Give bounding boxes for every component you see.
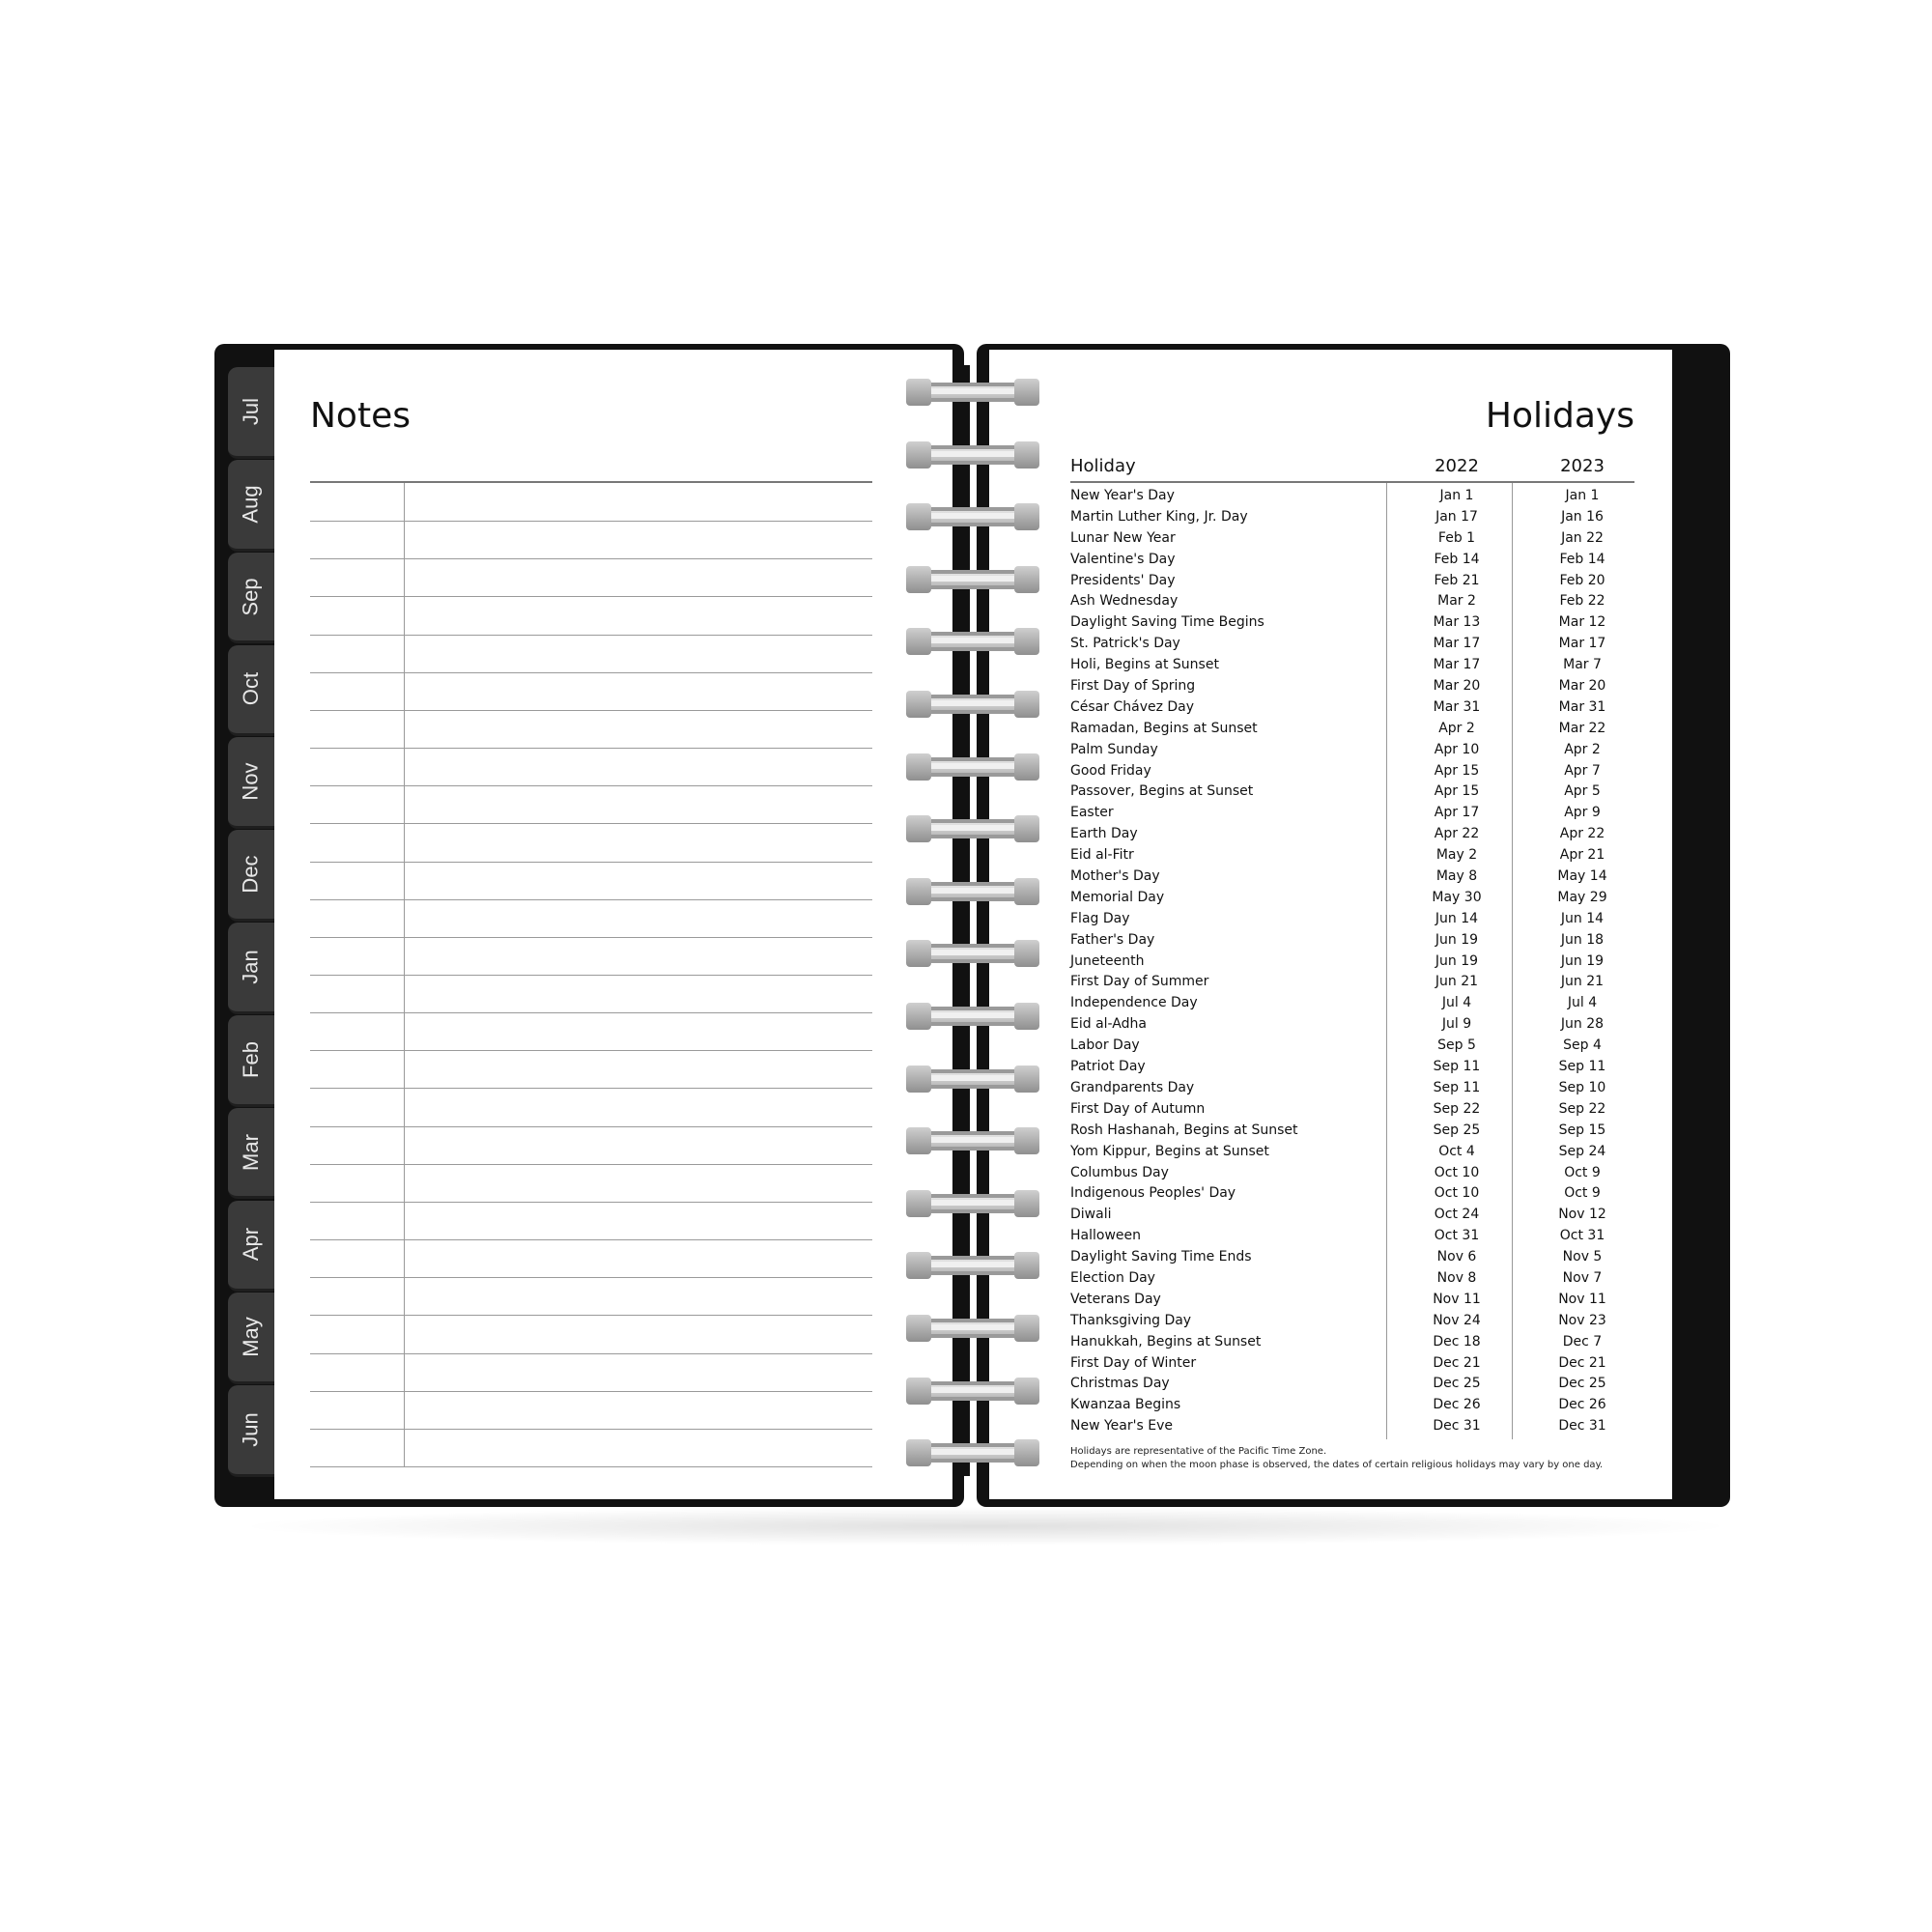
- holiday-name: Juneteenth: [1070, 952, 1145, 969]
- holiday-name: Rosh Hashanah, Begins at Sunset: [1070, 1122, 1298, 1138]
- notes-line: [310, 1466, 872, 1467]
- month-tab-mar[interactable]: [228, 1108, 274, 1200]
- holiday-date-2022: Jan 1: [1439, 488, 1474, 503]
- holiday-date-2022: Sep 11: [1433, 1079, 1481, 1095]
- holiday-date-2022: Sep 25: [1433, 1122, 1481, 1138]
- holiday-date-2022: Jun 14: [1435, 910, 1479, 926]
- holiday-date-2022: May 8: [1435, 868, 1478, 885]
- holiday-name: Christmas Day: [1070, 1376, 1170, 1392]
- spiral-ring: [906, 379, 1039, 408]
- notes-line: [310, 1277, 872, 1278]
- holiday-row: [1070, 1099, 1634, 1121]
- holiday-date-2023: Nov 11: [1558, 1291, 1606, 1307]
- holiday-date-2023: Feb 22: [1559, 593, 1605, 610]
- holiday-date-2022: Mar 13: [1433, 614, 1481, 631]
- holidays-header-rule: [1070, 481, 1634, 483]
- holiday-row: [1070, 888, 1634, 909]
- spiral-ring: [906, 691, 1039, 720]
- holiday-date-2022: Dec 26: [1433, 1397, 1481, 1413]
- spiral-ring: [906, 628, 1039, 657]
- holiday-date-2023: Jun 18: [1560, 931, 1605, 948]
- holiday-date-2023: May 14: [1557, 868, 1607, 885]
- holiday-name: Halloween: [1070, 1228, 1142, 1244]
- notes-line: [310, 1012, 872, 1013]
- spiral-ring: [906, 1315, 1039, 1344]
- holiday-name: Lunar New Year: [1070, 529, 1176, 546]
- holiday-name: New Year's Eve: [1070, 1418, 1173, 1435]
- holiday-row: [1070, 1036, 1634, 1057]
- notes-line: [310, 785, 872, 786]
- holiday-date-2023: Nov 5: [1562, 1249, 1603, 1265]
- holidays-footnote: [1070, 1445, 1650, 1472]
- holiday-date-2022: Nov 11: [1433, 1291, 1481, 1307]
- holiday-date-2022: Sep 5: [1437, 1037, 1476, 1054]
- notes-line: [310, 672, 872, 673]
- holiday-name: Valentine's Day: [1070, 551, 1176, 567]
- header-holiday: Holiday: [1070, 456, 1136, 476]
- holiday-date-2023: Mar 20: [1558, 678, 1606, 695]
- holiday-date-2023: Sep 22: [1558, 1100, 1606, 1117]
- holiday-date-2022: Dec 18: [1433, 1333, 1481, 1350]
- holiday-name: Passover, Begins at Sunset: [1070, 783, 1254, 800]
- holiday-date-2022: Apr 15: [1434, 762, 1480, 779]
- holiday-row: [1070, 845, 1634, 867]
- spiral-ring: [906, 1003, 1039, 1032]
- holiday-date-2022: Oct 4: [1438, 1143, 1475, 1159]
- holiday-date-2023: Jul 4: [1567, 995, 1598, 1011]
- holiday-date-2022: Apr 17: [1434, 805, 1480, 821]
- holiday-date-2023: Apr 21: [1559, 847, 1605, 864]
- holiday-row: [1070, 867, 1634, 888]
- holiday-row: [1070, 993, 1634, 1014]
- holiday-name: Palm Sunday: [1070, 741, 1158, 757]
- notes-line: [310, 1391, 872, 1392]
- holiday-date-2022: Mar 17: [1433, 636, 1481, 652]
- holiday-date-2023: Mar 7: [1563, 657, 1602, 673]
- spiral-ring: [906, 1439, 1039, 1468]
- holiday-row: [1070, 1268, 1634, 1290]
- holiday-row: [1070, 591, 1634, 612]
- holiday-name: Hanukkah, Begins at Sunset: [1070, 1333, 1262, 1350]
- holiday-date-2023: Dec 21: [1558, 1354, 1606, 1371]
- holiday-name: César Chávez Day: [1070, 698, 1195, 715]
- month-tabs: [228, 367, 276, 1478]
- holiday-date-2023: Sep 15: [1558, 1122, 1606, 1138]
- month-tab-label: Dec: [239, 855, 263, 894]
- holiday-date-2022: Apr 10: [1434, 741, 1480, 757]
- month-tab-label: Oct: [238, 672, 263, 706]
- holiday-date-2023: Nov 12: [1558, 1207, 1606, 1223]
- holiday-date-2023: Dec 25: [1558, 1376, 1606, 1392]
- holiday-name: Columbus Day: [1070, 1164, 1169, 1180]
- holiday-date-2022: Jul 4: [1441, 995, 1472, 1011]
- holiday-row: [1070, 528, 1634, 550]
- holiday-row: [1070, 1332, 1634, 1353]
- notes-line: [310, 862, 872, 863]
- holiday-date-2022: Sep 11: [1433, 1059, 1481, 1075]
- holiday-date-2023: Mar 22: [1558, 720, 1606, 736]
- holiday-date-2023: Sep 4: [1563, 1037, 1602, 1054]
- holiday-row: [1070, 719, 1634, 740]
- holiday-name: Ramadan, Begins at Sunset: [1070, 720, 1258, 736]
- holiday-date-2022: Apr 15: [1434, 783, 1480, 800]
- header-year-2022: 2022: [1435, 456, 1479, 476]
- holiday-row: [1070, 634, 1634, 655]
- month-tab-label: May: [239, 1317, 263, 1358]
- month-tab-sep[interactable]: [228, 553, 274, 644]
- holiday-date-2022: May 30: [1432, 889, 1482, 905]
- holidays-title: Holidays: [1485, 396, 1634, 436]
- notes-lines[interactable]: [310, 483, 872, 1468]
- month-tab-aug[interactable]: [228, 460, 274, 552]
- holiday-name: Martin Luther King, Jr. Day: [1070, 508, 1248, 525]
- holiday-date-2022: Mar 2: [1437, 593, 1476, 610]
- holiday-date-2023: Jun 28: [1560, 1016, 1605, 1033]
- notes-line: [310, 1088, 872, 1089]
- holiday-name: New Year's Day: [1070, 488, 1175, 503]
- holiday-date-2022: Oct 24: [1434, 1207, 1480, 1223]
- holiday-name: First Day of Autumn: [1070, 1100, 1206, 1117]
- holiday-date-2022: Jun 19: [1435, 952, 1479, 969]
- month-tab-label: Jan: [238, 950, 263, 984]
- notes-line: [310, 899, 872, 900]
- spiral-ring: [906, 1065, 1039, 1094]
- notes-line: [310, 937, 872, 938]
- holiday-date-2022: Dec 31: [1433, 1418, 1481, 1435]
- holiday-date-2022: Mar 17: [1433, 657, 1481, 673]
- holiday-date-2022: Dec 25: [1433, 1376, 1481, 1392]
- holiday-date-2023: Apr 5: [1564, 783, 1601, 800]
- holiday-date-2023: Jan 1: [1565, 488, 1600, 503]
- holiday-name: Kwanzaa Begins: [1070, 1397, 1181, 1413]
- holiday-row: [1070, 1205, 1634, 1226]
- notes-line: [310, 1239, 872, 1240]
- holiday-date-2022: Feb 1: [1437, 529, 1476, 546]
- holiday-row: [1070, 676, 1634, 697]
- holiday-date-2022: Apr 22: [1434, 826, 1480, 842]
- notes-line: [310, 521, 872, 522]
- holidays-table: [1070, 486, 1634, 1437]
- month-tab-label: Sep: [239, 577, 263, 616]
- spiral-ring: [906, 1252, 1039, 1281]
- holidays-table-header: [1070, 454, 1634, 481]
- spiral-ring: [906, 566, 1039, 595]
- holiday-name: Daylight Saving Time Ends: [1070, 1249, 1252, 1265]
- holiday-date-2023: Dec 7: [1562, 1333, 1603, 1350]
- spiral-ring: [906, 503, 1039, 532]
- holiday-name: Election Day: [1070, 1269, 1155, 1286]
- holiday-name: Diwali: [1070, 1207, 1112, 1223]
- holiday-date-2023: Mar 17: [1558, 636, 1606, 652]
- holiday-name: Good Friday: [1070, 762, 1151, 779]
- holiday-row: [1070, 909, 1634, 930]
- holiday-row: [1070, 697, 1634, 719]
- holiday-row: [1070, 1142, 1634, 1163]
- notes-line: [310, 1429, 872, 1430]
- holiday-name: Memorial Day: [1070, 889, 1165, 905]
- holiday-row: [1070, 612, 1634, 634]
- holiday-name: Thanksgiving Day: [1070, 1312, 1192, 1328]
- holiday-date-2023: Sep 10: [1558, 1079, 1606, 1095]
- month-tab-label: Jun: [238, 1412, 263, 1447]
- month-tab-jul[interactable]: [228, 367, 274, 459]
- notes-line: [310, 596, 872, 597]
- holiday-date-2022: Oct 10: [1434, 1164, 1480, 1180]
- holiday-name: Father's Day: [1070, 931, 1155, 948]
- holiday-row: [1070, 1374, 1634, 1395]
- spiral-ring: [906, 1127, 1039, 1156]
- notes-line: [310, 710, 872, 711]
- holiday-row: [1070, 507, 1634, 528]
- holiday-date-2023: Jan 22: [1561, 529, 1604, 546]
- holiday-date-2023: Dec 31: [1558, 1418, 1606, 1435]
- holiday-date-2023: Apr 22: [1559, 826, 1605, 842]
- holiday-date-2023: Apr 7: [1564, 762, 1601, 779]
- month-tab-label: Feb: [238, 1040, 263, 1078]
- spiral-ring: [906, 1190, 1039, 1219]
- holiday-name: First Day of Spring: [1070, 678, 1196, 695]
- holiday-name: St. Patrick's Day: [1070, 636, 1180, 652]
- holiday-row: [1070, 1311, 1634, 1332]
- holiday-date-2022: May 2: [1435, 847, 1478, 864]
- holiday-date-2022: Nov 6: [1436, 1249, 1477, 1265]
- holiday-date-2022: Jan 17: [1435, 508, 1478, 525]
- holiday-row: [1070, 952, 1634, 973]
- notes-line: [310, 1202, 872, 1203]
- holiday-date-2023: Jun 14: [1560, 910, 1605, 926]
- holiday-name: Daylight Saving Time Begins: [1070, 614, 1264, 631]
- holiday-date-2023: Oct 9: [1564, 1164, 1601, 1180]
- holiday-row: [1070, 1247, 1634, 1268]
- holiday-date-2023: Oct 31: [1559, 1228, 1605, 1244]
- holiday-date-2022: Mar 20: [1433, 678, 1481, 695]
- month-tab-jan[interactable]: [228, 923, 274, 1014]
- spiral-ring: [906, 878, 1039, 907]
- holiday-date-2023: Jun 19: [1560, 952, 1605, 969]
- holiday-date-2022: Oct 10: [1434, 1185, 1480, 1202]
- holiday-name: Patriot Day: [1070, 1059, 1146, 1075]
- holiday-date-2023: Apr 9: [1564, 805, 1601, 821]
- holiday-row: [1070, 1290, 1634, 1311]
- holiday-date-2023: Mar 12: [1558, 614, 1606, 631]
- header-year-2023: 2023: [1560, 456, 1605, 476]
- holiday-name: Yom Kippur, Begins at Sunset: [1070, 1143, 1269, 1159]
- holiday-date-2023: Jun 21: [1560, 974, 1605, 990]
- holiday-name: Veterans Day: [1070, 1291, 1161, 1307]
- footnote-line: Holidays are representative of the Pacific Time Zone.: [1070, 1446, 1327, 1457]
- holiday-row: [1070, 781, 1634, 803]
- notes-line: [310, 1050, 872, 1051]
- holiday-name: Flag Day: [1070, 910, 1130, 926]
- notes-line: [310, 748, 872, 749]
- holiday-name: Labor Day: [1070, 1037, 1140, 1054]
- footnote-line: Depending on when the moon phase is observed, the dates of certain religious holidays may vary by one day.: [1070, 1460, 1604, 1470]
- holiday-name: Earth Day: [1070, 826, 1138, 842]
- holiday-name: Independence Day: [1070, 995, 1198, 1011]
- holiday-row: [1070, 1353, 1634, 1375]
- holiday-date-2023: Oct 9: [1564, 1185, 1601, 1202]
- holiday-row: [1070, 761, 1634, 782]
- holiday-date-2023: Jan 16: [1561, 508, 1604, 525]
- month-tab-may[interactable]: [228, 1293, 274, 1384]
- month-tab-label: Jul: [239, 397, 263, 425]
- holiday-row: [1070, 486, 1634, 507]
- month-tab-label: Mar: [238, 1133, 263, 1171]
- spiral-ring: [906, 1378, 1039, 1406]
- holiday-row: [1070, 1395, 1634, 1416]
- spiral-ring: [906, 753, 1039, 782]
- holiday-name: Ash Wednesday: [1070, 593, 1179, 610]
- notes-line: [310, 823, 872, 824]
- holiday-date-2022: Jun 21: [1435, 974, 1479, 990]
- holiday-name: Indigenous Peoples' Day: [1070, 1185, 1236, 1202]
- notes-margin-line: [404, 483, 405, 1466]
- holiday-row: [1070, 1416, 1634, 1437]
- holiday-name: Easter: [1070, 805, 1114, 821]
- spiral-ring: [906, 441, 1039, 470]
- holiday-date-2022: Feb 14: [1434, 551, 1480, 567]
- month-tab-jun[interactable]: [228, 1385, 274, 1477]
- holiday-date-2023: Feb 14: [1559, 551, 1605, 567]
- month-tab-label: Apr: [239, 1228, 263, 1262]
- holiday-date-2023: Nov 7: [1562, 1269, 1603, 1286]
- notes-title: Notes: [310, 396, 411, 436]
- holiday-row: [1070, 571, 1634, 592]
- month-tab-oct[interactable]: [228, 645, 274, 737]
- holiday-row: [1070, 972, 1634, 993]
- holiday-date-2023: Dec 26: [1558, 1397, 1606, 1413]
- holiday-name: First Day of Summer: [1070, 974, 1209, 990]
- holiday-date-2023: Feb 20: [1559, 572, 1605, 588]
- month-tab-feb[interactable]: [228, 1015, 274, 1107]
- holiday-row: [1070, 1121, 1634, 1142]
- holiday-row: [1070, 1226, 1634, 1247]
- holiday-date-2022: Jul 9: [1441, 1016, 1472, 1033]
- month-tab-label: Aug: [239, 485, 263, 524]
- spiral-ring: [906, 940, 1039, 969]
- holiday-date-2022: Mar 31: [1433, 698, 1481, 715]
- spiral-binding: [906, 379, 1041, 1470]
- holiday-date-2022: Nov 8: [1436, 1269, 1477, 1286]
- holiday-name: Eid al-Fitr: [1070, 847, 1134, 864]
- holiday-name: Presidents' Day: [1070, 572, 1176, 588]
- notes-line: [310, 1164, 872, 1165]
- holiday-row: [1070, 1163, 1634, 1184]
- holiday-row: [1070, 550, 1634, 571]
- notes-line: [310, 558, 872, 559]
- planner-shadow: [232, 1507, 1739, 1546]
- holiday-name: Eid al-Adha: [1070, 1016, 1147, 1033]
- holiday-row: [1070, 1014, 1634, 1036]
- month-tab-label: Nov: [239, 762, 263, 801]
- holiday-date-2023: Mar 31: [1558, 698, 1606, 715]
- holiday-row: [1070, 1078, 1634, 1099]
- month-tab-dec[interactable]: [228, 830, 274, 922]
- holiday-date-2023: May 29: [1557, 889, 1607, 905]
- holiday-date-2023: Sep 24: [1558, 1143, 1606, 1159]
- month-tab-nov[interactable]: [228, 737, 274, 829]
- holiday-date-2022: Feb 21: [1434, 572, 1480, 588]
- holiday-name: First Day of Winter: [1070, 1354, 1197, 1371]
- holiday-name: Holi, Begins at Sunset: [1070, 657, 1219, 673]
- holiday-date-2022: Dec 21: [1433, 1354, 1481, 1371]
- holiday-name: Mother's Day: [1070, 868, 1160, 885]
- holiday-name: Grandparents Day: [1070, 1079, 1195, 1095]
- holiday-row: [1070, 930, 1634, 952]
- month-tab-apr[interactable]: [228, 1201, 274, 1293]
- holiday-date-2022: Jun 19: [1435, 931, 1479, 948]
- holiday-date-2023: Apr 2: [1564, 741, 1601, 757]
- holiday-date-2022: Nov 24: [1433, 1312, 1481, 1328]
- holiday-date-2022: Apr 2: [1438, 720, 1475, 736]
- notes-line: [310, 635, 872, 636]
- notes-line: [310, 1126, 872, 1127]
- holiday-row: [1070, 803, 1634, 824]
- holiday-date-2022: Sep 22: [1433, 1100, 1481, 1117]
- holiday-date-2022: Oct 31: [1434, 1228, 1480, 1244]
- holiday-row: [1070, 740, 1634, 761]
- holiday-row: [1070, 1183, 1634, 1205]
- holiday-row: [1070, 1057, 1634, 1078]
- notes-line: [310, 1315, 872, 1316]
- holiday-row: [1070, 824, 1634, 845]
- notes-line: [310, 975, 872, 976]
- holiday-date-2023: Sep 11: [1558, 1059, 1606, 1075]
- spiral-ring: [906, 815, 1039, 844]
- notes-line: [310, 1353, 872, 1354]
- holiday-row: [1070, 655, 1634, 676]
- holiday-date-2023: Nov 23: [1558, 1312, 1606, 1328]
